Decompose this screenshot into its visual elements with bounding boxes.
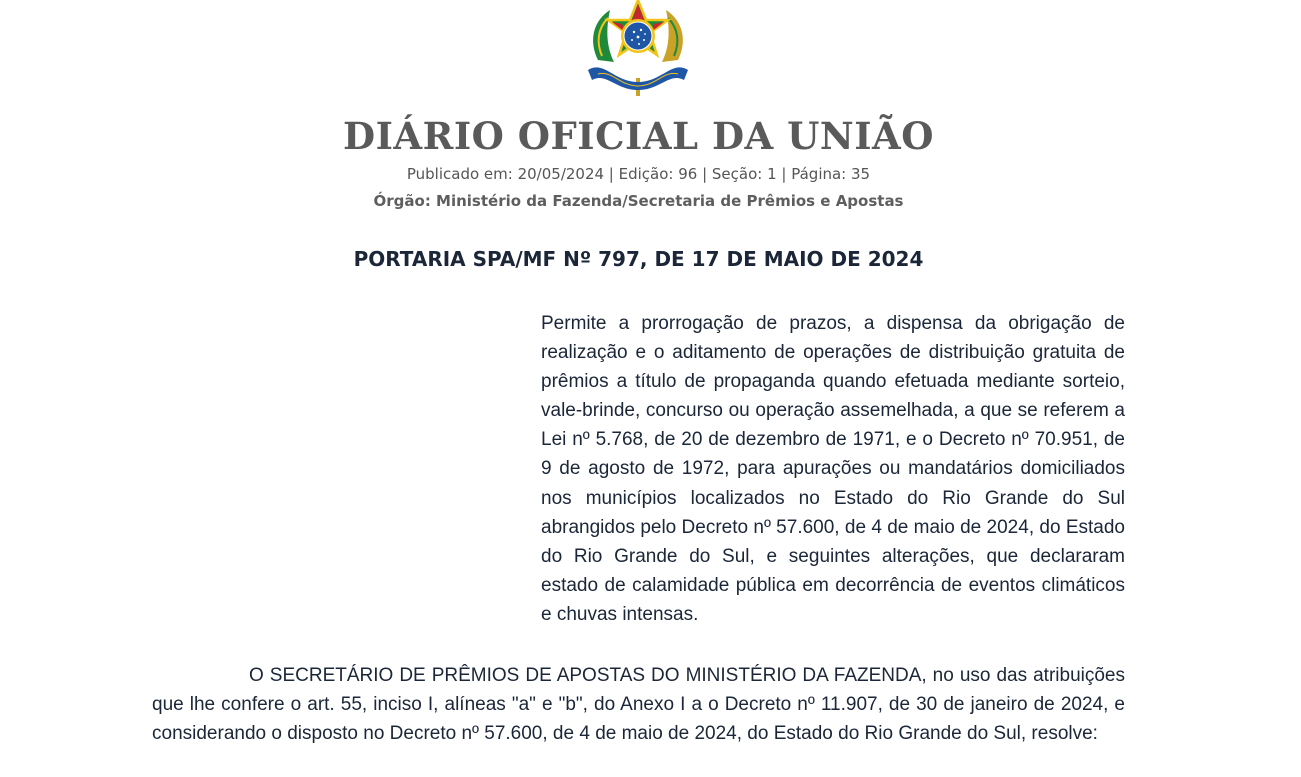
- ementa-paragraph: Permite a prorrogação de prazos, a dispensa da obrigação de realização e o aditamento de operações de distribuição gratuita de prêmios a título de propaganda quando efetuada mediante sorteio, vale-brinde, concurso ou operação assemelhada, a que se referem a Lei nº 5.768, de 20 de dezembro de 1971, e o Decreto nº 70.951, de 9 de agosto de 1972, para apurações ou mandatários domiciliados nos municípios localizados no Estado do Rio Grande do Sul abrangidos pelo Decreto nº 57.600, de 4 de maio de 2024, do Estado do Rio Grande do Sul, e seguintes alterações, que declararam estado de calamidade pública em decorrência de eventos climáticos e chuvas intensas.: [541, 313, 1125, 625]
- brazil-coat-of-arms-icon: [584, 0, 692, 100]
- issuing-organ: Órgão: Ministério da Fazenda/Secretaria de Prêmios e Apostas: [373, 192, 904, 210]
- masthead-title: DIÁRIO OFICIAL DA UNIÃO: [343, 114, 934, 158]
- coat-of-arms-graphic: [584, 0, 692, 100]
- publication-meta: Publicado em: 20/05/2024 | Edição: 96 | Seção: 1 | Página: 35: [406, 165, 871, 183]
- ordinance-title: PORTARIA SPA/MF Nº 797, DE 17 DE MAIO DE 2024: [353, 247, 924, 271]
- preamble-paragraph: O SECRETÁRIO DE PRÊMIOS DE APOSTAS DO MINISTÉRIO DA FAZENDA, no uso das atribuições que lhe confere o art. 55, inciso I, alíneas "a" e "b", do Anexo I a o Decreto nº 11.907, de 30 de janeiro de 2024, e considerando o disposto no Decreto nº 57.600, de 4 de maio de 2024, do Estado do Rio Grande do Sul, resolve:: [152, 665, 1125, 745]
